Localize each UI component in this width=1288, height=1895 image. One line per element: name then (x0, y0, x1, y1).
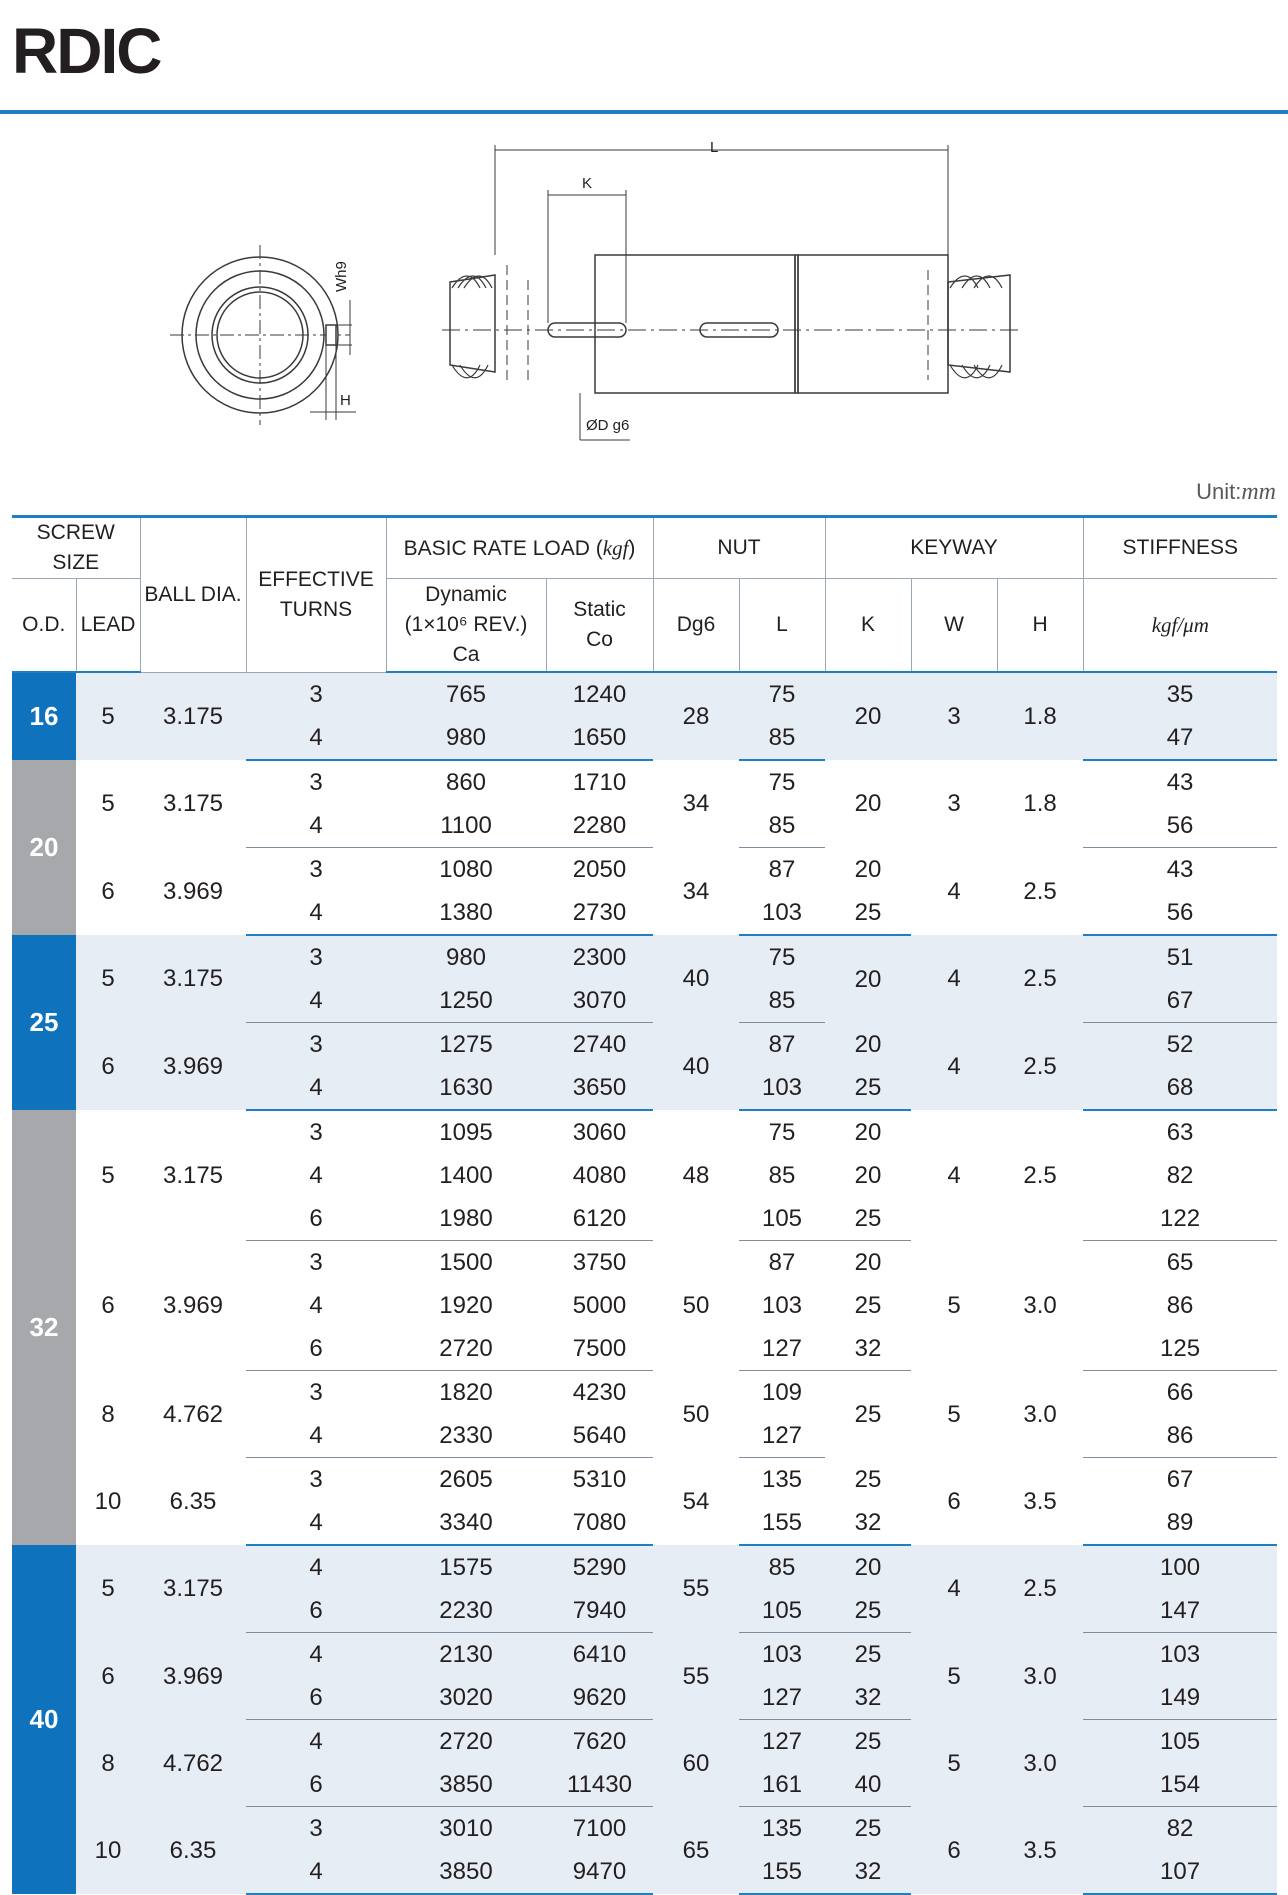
turns-cell: 4 (246, 1066, 386, 1110)
header-basic-rate-load: BASIC RATE LOAD (kgf) (386, 517, 653, 579)
static-co-cell: 3750 (546, 1241, 653, 1285)
keyway-w-cell: 6 (911, 1807, 997, 1895)
stiffness-cell: 107 (1083, 1850, 1277, 1894)
lead-cell: 6 (76, 1023, 140, 1111)
header-effective-turns: EFFECTIVE TURNS (246, 517, 386, 673)
ball-dia-cell: 3.175 (140, 760, 246, 848)
keyway-k-cell: 25 (825, 1720, 911, 1764)
unit-mm: mm (1241, 479, 1276, 505)
header-w: W (911, 579, 997, 673)
keyway-h-cell: 3.0 (997, 1371, 1083, 1458)
static-co-cell: 7620 (546, 1720, 653, 1764)
ball-dia-cell: 3.175 (140, 1545, 246, 1633)
table-row (12, 1807, 1277, 1851)
page-title: RDIC (12, 15, 161, 87)
keyway-k-cell: 40 (825, 1763, 911, 1807)
nut-l-cell: 75 (739, 760, 825, 804)
ball-dia-cell: 6.35 (140, 1458, 246, 1546)
dynamic-ca-cell: 1500 (386, 1241, 546, 1285)
static-co-cell: 6410 (546, 1633, 653, 1677)
keyway-h-cell: 2.5 (997, 935, 1083, 1023)
turns-cell: 3 (246, 935, 386, 979)
keyway-k-cell: 20 (825, 1023, 911, 1067)
turns-cell: 4 (246, 716, 386, 760)
stiffness-cell: 52 (1083, 1023, 1277, 1067)
keyway-w-cell: 3 (911, 672, 997, 760)
table-row (12, 672, 1277, 716)
keyway-k-cell: 32 (825, 1676, 911, 1720)
header-static (546, 579, 653, 673)
stiffness-cell: 47 (1083, 716, 1277, 760)
drawing-label-l: L (710, 140, 719, 156)
header-dynamic (386, 579, 546, 673)
dynamic-ca-cell: 1095 (386, 1110, 546, 1154)
keyway-w-cell: 5 (911, 1633, 997, 1720)
static-co-cell: 2300 (546, 935, 653, 979)
stiffness-cell: 63 (1083, 1110, 1277, 1154)
stiffness-cell: 103 (1083, 1633, 1277, 1677)
stiffness-cell: 56 (1083, 891, 1277, 935)
turns-cell: 3 (246, 672, 386, 716)
dynamic-ca-cell: 2720 (386, 1720, 546, 1764)
title-rule (0, 110, 1288, 114)
nut-l-cell: 75 (739, 1110, 825, 1154)
stiffness-cell: 154 (1083, 1763, 1277, 1807)
static-co-cell: 2730 (546, 891, 653, 935)
static-co-cell: 7940 (546, 1589, 653, 1633)
keyway-w-cell: 4 (911, 1023, 997, 1111)
nut-l-cell: 85 (739, 1154, 825, 1197)
static-co-cell: 7100 (546, 1807, 653, 1851)
keyway-k-cell: 25 (825, 1284, 911, 1327)
keyway-w-cell: 5 (911, 1720, 997, 1807)
dynamic-ca-cell: 3850 (386, 1763, 546, 1807)
dynamic-ca-cell: 2330 (386, 1414, 546, 1458)
dynamic-ca-cell: 1630 (386, 1066, 546, 1110)
dynamic-ca-cell: 1980 (386, 1197, 546, 1241)
nut-dg6-cell: 54 (653, 1458, 739, 1546)
od-cell: 20 (12, 760, 76, 935)
keyway-k-cell: 20 (825, 1545, 911, 1589)
keyway-h-cell: 2.5 (997, 1110, 1083, 1241)
dynamic-ca-cell: 3010 (386, 1807, 546, 1851)
dynamic-ca-cell: 2605 (386, 1458, 546, 1502)
od-cell: 16 (12, 672, 76, 760)
keyway-w-cell: 4 (911, 1545, 997, 1633)
stiffness-cell: 86 (1083, 1414, 1277, 1458)
static-co-cell: 7500 (546, 1327, 653, 1371)
ball-dia-cell: 3.969 (140, 1633, 246, 1720)
ball-dia-cell: 6.35 (140, 1807, 246, 1895)
dynamic-ca-cell: 765 (386, 672, 546, 716)
nut-dg6-cell: 48 (653, 1110, 739, 1241)
nut-l-cell: 105 (739, 1197, 825, 1241)
turns-cell: 6 (246, 1763, 386, 1807)
lead-cell: 5 (76, 935, 140, 1023)
turns-cell: 4 (246, 1284, 386, 1327)
keyway-h-cell: 2.5 (997, 848, 1083, 936)
nut-l-cell: 127 (739, 1720, 825, 1764)
nut-dg6-cell: 60 (653, 1720, 739, 1807)
keyway-k-cell: 20 (825, 1241, 911, 1285)
keyway-k-cell: 20 (825, 672, 911, 760)
table-row (12, 1545, 1277, 1589)
nut-l-cell: 105 (739, 1589, 825, 1633)
static-co-cell: 1710 (546, 760, 653, 804)
static-co-cell: 4230 (546, 1371, 653, 1415)
dynamic-ca-cell: 3020 (386, 1676, 546, 1720)
keyway-k-cell: 25 (825, 891, 911, 935)
keyway-h-cell: 2.5 (997, 1545, 1083, 1633)
nut-dg6-cell: 50 (653, 1371, 739, 1458)
drawing-label-h: H (340, 392, 351, 409)
static-co-cell: 9620 (546, 1676, 653, 1720)
nut-l-cell: 87 (739, 1241, 825, 1285)
lead-cell: 8 (76, 1371, 140, 1458)
drawing-label-d: ØD g6 (586, 417, 630, 434)
nut-l-cell: 75 (739, 935, 825, 979)
stiffness-cell: 149 (1083, 1676, 1277, 1720)
keyway-k-cell: 32 (825, 1501, 911, 1545)
dynamic-ca-cell: 1400 (386, 1154, 546, 1197)
lead-cell: 5 (76, 672, 140, 760)
table-row (12, 848, 1277, 892)
static-co-cell: 3070 (546, 979, 653, 1023)
turns-cell: 4 (246, 1850, 386, 1894)
turns-cell: 3 (246, 1807, 386, 1851)
static-co-cell: 2280 (546, 804, 653, 848)
dynamic-ca-cell: 1250 (386, 979, 546, 1023)
od-cell: 32 (12, 1110, 76, 1545)
unit-label (1196, 479, 1276, 506)
spec-table (12, 515, 1277, 1895)
turns-cell: 3 (246, 1371, 386, 1415)
keyway-h-cell: 2.5 (997, 1023, 1083, 1111)
turns-cell: 4 (246, 891, 386, 935)
static-co-cell: 3650 (546, 1066, 653, 1110)
turns-cell: 3 (246, 1110, 386, 1154)
keyway-k-cell: 25 (825, 1633, 911, 1677)
keyway-k-cell: 25 (825, 1066, 911, 1110)
header-dynamic-rev: (1×10⁶ REV.) (404, 613, 528, 636)
nut-l-cell: 85 (739, 804, 825, 848)
end-view-drawing (170, 245, 356, 425)
turns-cell: 4 (246, 804, 386, 848)
stiffness-cell: 66 (1083, 1371, 1277, 1415)
dynamic-ca-cell: 2720 (386, 1327, 546, 1371)
nut-l-cell: 103 (739, 891, 825, 935)
nut-l-cell: 135 (739, 1807, 825, 1851)
stiffness-cell: 67 (1083, 1458, 1277, 1502)
static-co-cell: 5640 (546, 1414, 653, 1458)
technical-drawing (150, 140, 1080, 480)
lead-cell: 8 (76, 1720, 140, 1807)
keyway-h-cell: 3.5 (997, 1807, 1083, 1895)
nut-l-cell: 155 (739, 1850, 825, 1894)
dynamic-ca-cell: 1080 (386, 848, 546, 892)
keyway-h-cell: 3.0 (997, 1633, 1083, 1720)
nut-l-cell: 85 (739, 1545, 825, 1589)
dynamic-ca-cell: 1100 (386, 804, 546, 848)
keyway-w-cell: 6 (911, 1458, 997, 1546)
dynamic-ca-cell: 1575 (386, 1545, 546, 1589)
stiffness-cell: 86 (1083, 1284, 1277, 1327)
dynamic-ca-cell: 860 (386, 760, 546, 804)
static-co-cell: 1650 (546, 716, 653, 760)
static-co-cell: 5290 (546, 1545, 653, 1589)
stiffness-cell: 56 (1083, 804, 1277, 848)
static-co-cell: 2050 (546, 848, 653, 892)
dynamic-ca-cell: 1275 (386, 1023, 546, 1067)
nut-dg6-cell: 28 (653, 672, 739, 760)
nut-l-cell: 85 (739, 716, 825, 760)
ball-dia-cell: 3.969 (140, 1241, 246, 1371)
ball-dia-cell: 3.969 (140, 848, 246, 936)
ball-dia-cell: 4.762 (140, 1371, 246, 1458)
spec-table-body (12, 672, 1277, 1894)
dynamic-ca-cell: 2130 (386, 1633, 546, 1677)
turns-cell: 3 (246, 1023, 386, 1067)
drawing-label-k: K (582, 175, 593, 192)
keyway-k-cell: 25 (825, 1458, 911, 1502)
keyway-w-cell: 3 (911, 760, 997, 848)
static-co-cell: 2740 (546, 1023, 653, 1067)
turns-cell: 3 (246, 760, 386, 804)
keyway-h-cell: 1.8 (997, 760, 1083, 848)
keyway-h-cell: 1.8 (997, 672, 1083, 760)
turns-cell: 4 (246, 1720, 386, 1764)
turns-cell: 4 (246, 1414, 386, 1458)
table-row (12, 1720, 1277, 1764)
table-row (12, 1023, 1277, 1067)
keyway-k-cell: 20 (825, 935, 911, 1023)
nut-dg6-cell: 40 (653, 935, 739, 1023)
keyway-k-cell: 32 (825, 1327, 911, 1371)
stiffness-cell: 82 (1083, 1807, 1277, 1851)
nut-l-cell: 87 (739, 1023, 825, 1067)
nut-l-cell: 85 (739, 979, 825, 1023)
stiffness-cell: 67 (1083, 979, 1277, 1023)
nut-l-cell: 127 (739, 1676, 825, 1720)
table-row (12, 1110, 1277, 1154)
nut-dg6-cell: 50 (653, 1241, 739, 1371)
nut-l-cell: 161 (739, 1763, 825, 1807)
stiffness-cell: 43 (1083, 760, 1277, 804)
nut-l-cell: 127 (739, 1327, 825, 1371)
header-stiffness-unit: kgf/μm (1083, 579, 1277, 673)
header-screw-size: SCREW SIZE (12, 517, 140, 579)
lead-cell: 6 (76, 1241, 140, 1371)
lead-cell: 6 (76, 848, 140, 936)
table-row (12, 1371, 1277, 1415)
ball-dia-cell: 3.969 (140, 1023, 246, 1111)
nut-l-cell: 75 (739, 672, 825, 716)
ball-dia-cell: 3.175 (140, 935, 246, 1023)
dynamic-ca-cell: 2230 (386, 1589, 546, 1633)
stiffness-cell: 82 (1083, 1154, 1277, 1197)
keyway-h-cell: 3.0 (997, 1720, 1083, 1807)
static-co-cell: 6120 (546, 1197, 653, 1241)
lead-cell: 10 (76, 1458, 140, 1546)
nut-l-cell: 127 (739, 1414, 825, 1458)
stiffness-cell: 122 (1083, 1197, 1277, 1241)
static-co-cell: 9470 (546, 1850, 653, 1894)
keyway-k-cell: 25 (825, 1807, 911, 1851)
ball-dia-cell: 4.762 (140, 1720, 246, 1807)
dynamic-ca-cell: 3340 (386, 1501, 546, 1545)
turns-cell: 4 (246, 1633, 386, 1677)
keyway-k-cell: 25 (825, 1371, 911, 1458)
keyway-k-cell: 20 (825, 760, 911, 848)
keyway-w-cell: 4 (911, 848, 997, 936)
turns-cell: 3 (246, 1241, 386, 1285)
header-basic-rate-load-text: BASIC RATE LOAD (403, 536, 590, 560)
turns-cell: 6 (246, 1327, 386, 1371)
dynamic-ca-cell: 1380 (386, 891, 546, 935)
dynamic-ca-cell: 3850 (386, 1850, 546, 1894)
header-keyway: KEYWAY (825, 517, 1083, 579)
turns-cell: 6 (246, 1589, 386, 1633)
keyway-k-cell: 20 (825, 1154, 911, 1197)
table-row (12, 760, 1277, 804)
nut-dg6-cell: 65 (653, 1807, 739, 1895)
static-co-cell: 7080 (546, 1501, 653, 1545)
header-ca: Ca (452, 643, 480, 666)
header-lead: LEAD (76, 579, 140, 673)
nut-l-cell: 135 (739, 1458, 825, 1502)
static-co-cell: 4080 (546, 1154, 653, 1197)
stiffness-cell: 68 (1083, 1066, 1277, 1110)
static-co-cell: 5000 (546, 1284, 653, 1327)
lead-cell: 5 (76, 1110, 140, 1241)
turns-cell: 6 (246, 1676, 386, 1720)
turns-cell: 4 (246, 979, 386, 1023)
dynamic-ca-cell: 1820 (386, 1371, 546, 1415)
nut-l-cell: 109 (739, 1371, 825, 1415)
stiffness-cell: 105 (1083, 1720, 1277, 1764)
header-k: K (825, 579, 911, 673)
od-cell: 25 (12, 935, 76, 1110)
static-co-cell: 1240 (546, 672, 653, 716)
turns-cell: 3 (246, 848, 386, 892)
table-row (12, 1633, 1277, 1677)
table-row (12, 1458, 1277, 1502)
turns-cell: 4 (246, 1501, 386, 1545)
stiffness-cell: 51 (1083, 935, 1277, 979)
static-co-cell: 3060 (546, 1110, 653, 1154)
static-co-cell: 5310 (546, 1458, 653, 1502)
nut-l-cell: 155 (739, 1501, 825, 1545)
header-nut-l: L (739, 579, 825, 673)
keyway-k-cell: 20 (825, 1110, 911, 1154)
header-nut: NUT (653, 517, 825, 579)
unit-text: Unit: (1196, 479, 1242, 504)
nut-dg6-cell: 55 (653, 1633, 739, 1720)
turns-cell: 6 (246, 1197, 386, 1241)
keyway-k-cell: 25 (825, 1589, 911, 1633)
nut-l-cell: 103 (739, 1066, 825, 1110)
turns-cell: 4 (246, 1154, 386, 1197)
keyway-k-cell: 25 (825, 1197, 911, 1241)
header-dynamic-text: Dynamic (425, 583, 507, 606)
nut-dg6-cell: 55 (653, 1545, 739, 1633)
nut-dg6-cell: 34 (653, 848, 739, 936)
table-row (12, 1241, 1277, 1285)
od-cell: 40 (12, 1545, 76, 1894)
keyway-w-cell: 5 (911, 1371, 997, 1458)
keyway-h-cell: 3.0 (997, 1241, 1083, 1371)
stiffness-cell: 100 (1083, 1545, 1277, 1589)
lead-cell: 6 (76, 1633, 140, 1720)
stiffness-cell: 125 (1083, 1327, 1277, 1371)
stiffness-cell: 43 (1083, 848, 1277, 892)
lead-cell: 5 (76, 760, 140, 848)
header-stiffness: STIFFNESS (1083, 517, 1277, 579)
drawing-label-wh9: Wh9 (333, 261, 350, 292)
keyway-k-cell: 20 (825, 848, 911, 892)
dynamic-ca-cell: 1920 (386, 1284, 546, 1327)
side-view-drawing (442, 145, 1018, 440)
keyway-w-cell: 5 (911, 1241, 997, 1371)
dynamic-ca-cell: 980 (386, 935, 546, 979)
nut-l-cell: 103 (739, 1284, 825, 1327)
nut-l-cell: 87 (739, 848, 825, 892)
stiffness-cell: 35 (1083, 672, 1277, 716)
stiffness-cell: 65 (1083, 1241, 1277, 1285)
header-ball-dia: BALL DIA. (140, 517, 246, 673)
turns-cell: 4 (246, 1545, 386, 1589)
nut-dg6-cell: 34 (653, 760, 739, 848)
keyway-w-cell: 4 (911, 1110, 997, 1241)
ball-dia-cell: 3.175 (140, 672, 246, 760)
header-co: Co (586, 628, 613, 651)
static-co-cell: 11430 (546, 1763, 653, 1807)
turns-cell: 3 (246, 1458, 386, 1502)
stiffness-cell: 89 (1083, 1501, 1277, 1545)
ball-dia-cell: 3.175 (140, 1110, 246, 1241)
keyway-w-cell: 4 (911, 935, 997, 1023)
nut-l-cell: 103 (739, 1633, 825, 1677)
dynamic-ca-cell: 980 (386, 716, 546, 760)
lead-cell: 5 (76, 1545, 140, 1633)
header-h: H (997, 579, 1083, 673)
nut-dg6-cell: 40 (653, 1023, 739, 1111)
header-od: O.D. (12, 579, 76, 673)
lead-cell: 10 (76, 1807, 140, 1895)
stiffness-cell: 147 (1083, 1589, 1277, 1633)
keyway-h-cell: 3.5 (997, 1458, 1083, 1546)
table-row (12, 935, 1277, 979)
header-dg6: Dg6 (653, 579, 739, 673)
header-static-text: Static (573, 598, 626, 621)
keyway-k-cell: 32 (825, 1850, 911, 1894)
header-load-unit: kgf (602, 535, 629, 560)
